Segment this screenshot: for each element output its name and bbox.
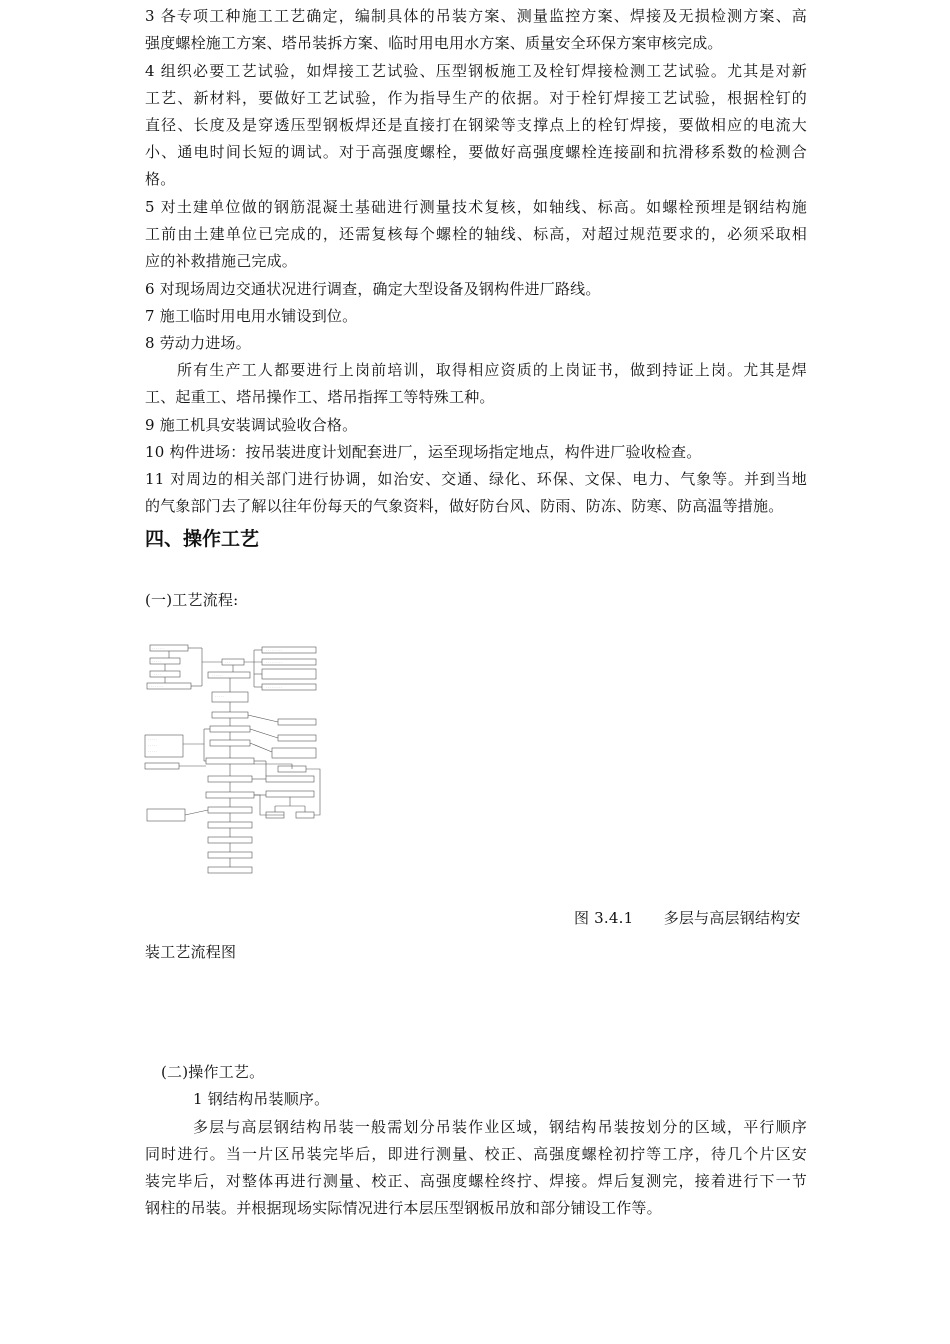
svg-text:· · ·: · · · (225, 660, 230, 664)
svg-text:· · · · ·: · · · · · (152, 659, 161, 663)
text-line: 10 构件进场：按吊装进度计划配套进厂，运至现场指定地点，构件进厂验收检查。 (145, 443, 702, 461)
text-line: 应的补救措施己完成。 (145, 252, 298, 270)
text-line: 3 各专项工种施工工艺确定，编制具体的吊装方案、测量监控方案、焊接及无损检测方案、高 (145, 7, 807, 25)
text-line: 11 对周边的相关部门进行协调，如治安、交通、绿化、环保、文保、电力、气象等。并到当地 (145, 470, 807, 488)
svg-text:· · · · · · ·: · · · · · · · (152, 646, 165, 650)
text-line: 7 施工临时用电用水铺设到位。 (145, 307, 358, 325)
svg-text:· · · · · · · · ·: · · · · · · · · · (266, 648, 283, 652)
text-line: 钢柱的吊装。并根据现场实际情况进行本层压型钢板吊放和部分铺设工作等。 (145, 1199, 662, 1217)
process-flowchart-figure (142, 636, 322, 882)
text-line: 工、起重工、塔吊操作工、塔吊指挥工等特殊工种。 (145, 388, 495, 406)
text-line: 多层与高层钢结构吊装一般需划分吊装作业区域，钢结构吊装按划分的区域，平行顺序 (193, 1118, 807, 1136)
svg-text:· · · · · · · · ·: · · · · · · · · · (266, 685, 283, 689)
section-heading: 四、操作工艺 (145, 528, 260, 550)
text-line: 格。 (145, 170, 176, 188)
text-line: 同时进行。当一片区吊装完毕后，即进行测量、校正、高强度螺栓初拧等工序，待几个片区安 (145, 1145, 807, 1163)
text-line: 6 对现场周边交通状况进行调查，确定大型设备及钢构件进厂路线。 (145, 280, 601, 298)
text-line: 所有生产工人都要进行上岗前培训，取得相应资质的上岗证书，做到持证上岗。尤其是焊 (177, 361, 807, 379)
text-line: 4 组织必要工艺试验，如焊接工艺试验、压型钢板施工及栓钉焊接检测工艺试验。尤其是对新 (145, 62, 807, 80)
text-line: 5 对土建单位做的钢筋混凝土基础进行测量技术复核，如轴线、标高。如螺栓预埋是钢结构施 (145, 198, 807, 216)
text-line: 9 施工机具安装调试验收合格。 (145, 416, 358, 434)
svg-text:· · · · ·: · · · · · (215, 694, 224, 698)
list-item: 1 钢结构吊装顺序。 (193, 1090, 330, 1108)
text-line: 小、通电时间长短的调试。对于高强度螺栓，要做好高强度螺栓连接副和抗滑移系数的检测合 (145, 143, 807, 161)
text-line: 直径、长度及是穿透压型钢板焊还是直接打在钢梁等支撑点上的栓钉焊接，要做相应的电流大 (145, 116, 807, 134)
svg-text:· · · · · · · · ·: · · · · · · · · · (266, 660, 283, 664)
svg-text:· · · · · ·: · · · · · · (212, 673, 223, 677)
text-line: 8 劳动力进场。 (145, 334, 251, 352)
subheading: (一)工艺流程: (145, 591, 239, 609)
svg-text:· · · · ·: · · · · · (148, 743, 157, 747)
svg-text:· · · · ·: · · · · · (148, 749, 157, 753)
svg-text:· · · · ·: · · · · · (148, 737, 157, 741)
text-line: 工前由土建单位已完成的，还需复核每个螺栓的轴线、标高，对超过规范要求的，必须采取相 (145, 225, 807, 243)
svg-text:· · · · · · · ·: · · · · · · · · (149, 684, 164, 688)
figure-caption: 装工艺流程图 (145, 943, 237, 961)
subheading: (二)操作工艺。 (161, 1063, 265, 1081)
text-line: 的气象部门去了解以往年份每天的气象资料，做好防台风、防雨、防冻、防寒、防高温等措施。 (145, 497, 784, 515)
text-line: 装完毕后，对整体再进行测量、校正、高强度螺栓终拧、焊接。焊后复测完，接着进行下一节 (145, 1172, 807, 1190)
text-line: 强度螺栓施工方案、塔吊装拆方案、临时用电用水方案、质量安全环保方案审核完成。 (145, 34, 723, 52)
svg-text:· · · ·: · · · · (154, 672, 161, 676)
text-line: 工艺、新材料，要做好工艺试验，作为指导生产的依据。对于栓钉焊接工艺试验，根据栓钉的 (145, 89, 807, 107)
figure-caption: 图 3.4.1 多层与高层钢结构安 (574, 909, 801, 927)
